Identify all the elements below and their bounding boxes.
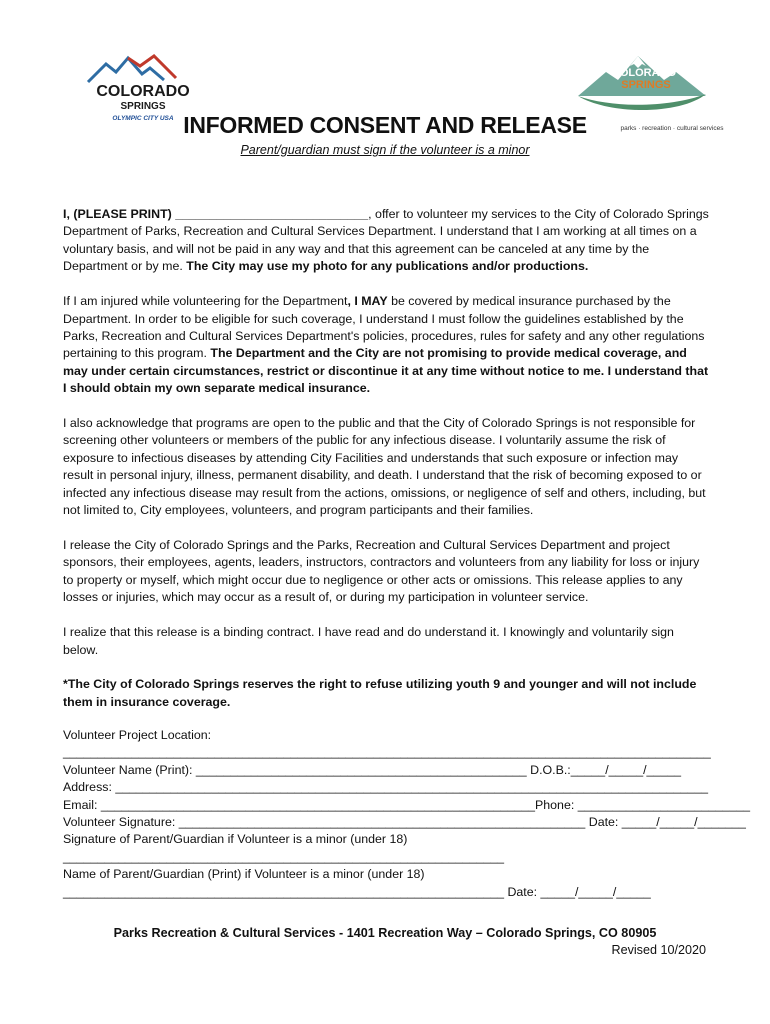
paragraph-youth-notice: *The City of Colorado Springs reserves the right to refuse utilizing youth 9 and younger and will not include them in insurance coverage. [63,677,697,709]
print-name-field: I, (PLEASE PRINT) ____________________________ [63,207,369,221]
project-location-label: Volunteer Project Location: [63,728,212,742]
paragraph-binding-contract: I realize that this release is a binding contract. I have read and do understand it. I knowingly and voluntarily sign below. [63,625,674,657]
svg-text:COLORADO: COLORADO [611,67,677,79]
svg-text:COLORADO: COLORADO [96,83,190,100]
page-subtitle: Parent/guardian must sign if the volunteer is a minor [240,143,530,157]
paragraph-release: I release the City of Colorado Springs and the Parks, Recreation and Cultural Services Department and project sponsors, their employees, agents, leaders, instructors, contractors and volunteers from any liability for loss or injury to property or myself, which might occur due to negligence or other acts or omissions. This release applies to any losses or injuries, which may occur as a result of, or during my participation in volunteer service. [63,538,700,605]
guardian-signature-field[interactable]: ________________________________________________________________ [63,849,505,864]
project-location-field[interactable]: ______________________________________________________________________________________________ [63,745,711,760]
svg-text:SPRINGS: SPRINGS [621,79,671,91]
svg-text:parks · recreation · cultural: parks · recreation · cultural services [620,125,724,132]
guardian-name-field[interactable]: ________________________________________________________________ Date: _____/_____/_____ [63,884,651,899]
footer-address: Parks Recreation & Cultural Services - 1401 Recreation Way – Colorado Springs, CO 80905 [113,926,657,940]
paragraph-insurance: If I am injured while volunteering for the Department, I MAY be covered by medical insurance purchased by the Department. In order to be eligible for such coverage, I understand I must follow the guidelines established by the Parks, Recreation and Cultural Services Department's policies, procedures, rules for safety and any other regulations pertaining to this program. The Department and the City are not promising to provide medical coverage, and may under certain circumstances, restrict or discontinue it at any time without notice to me. I understand that I should obtain my own separate medical insurance. [63,294,709,396]
svg-text:SPRINGS: SPRINGS [120,101,166,112]
volunteer-form [63,727,750,901]
volunteer-name-field[interactable]: Volunteer Name (Print): ________________________________________________ D.O.B.:_____/_____/_____ [63,762,681,777]
page-title: INFORMED CONSENT AND RELEASE [183,112,587,138]
paragraph-infectious-disease: I also acknowledge that programs are open to the public and that the City of Colorado Springs is not responsible for screening other volunteers or members of the public for any infectious disease. I voluntarily assume the risk of exposure to infectious diseases by attending City Facilities and understands that such exposure or infection may result in personal injury, illness, permanent disability, and death. I understand that the risk of becoming exposed to or infected any infectious disease may result from the actions, omissions, or negligence of self and others, including, but not limited to, City employees, volunteers, and program participants and their families. [63,416,706,518]
consent-body [63,206,711,729]
email-phone-field[interactable]: Email: _______________________________________________________________Phone: _________________________ [63,797,750,812]
guardian-name-label: Name of Parent/Guardian (Print) if Volunteer is a minor (under 18) [63,867,425,882]
volunteer-signature-field[interactable]: Volunteer Signature: ___________________________________________________________ Date: _____/_____/_______ [63,815,746,830]
paragraph-volunteer-offer: I, (PLEASE PRINT) ____________________________, offer to volunteer my services to the City of Colorado Springs Department of Parks, Recreation and Cultural Services Department. I understand that I am working at all times on a voluntary basis, and will not be paid in any way and that this agreement can be canceled at any time by the Department or by me. The City may use my photo for any publications and/or productions. [63,207,709,274]
revision-date: Revised 10/2020 [611,943,706,957]
guardian-signature-label: Signature of Parent/Guardian if Volunteer is a minor (under 18) [63,832,408,847]
address-field[interactable]: Address: ______________________________________________________________________________________ [63,780,708,795]
svg-text:OLYMPIC CITY USA: OLYMPIC CITY USA [112,115,174,122]
